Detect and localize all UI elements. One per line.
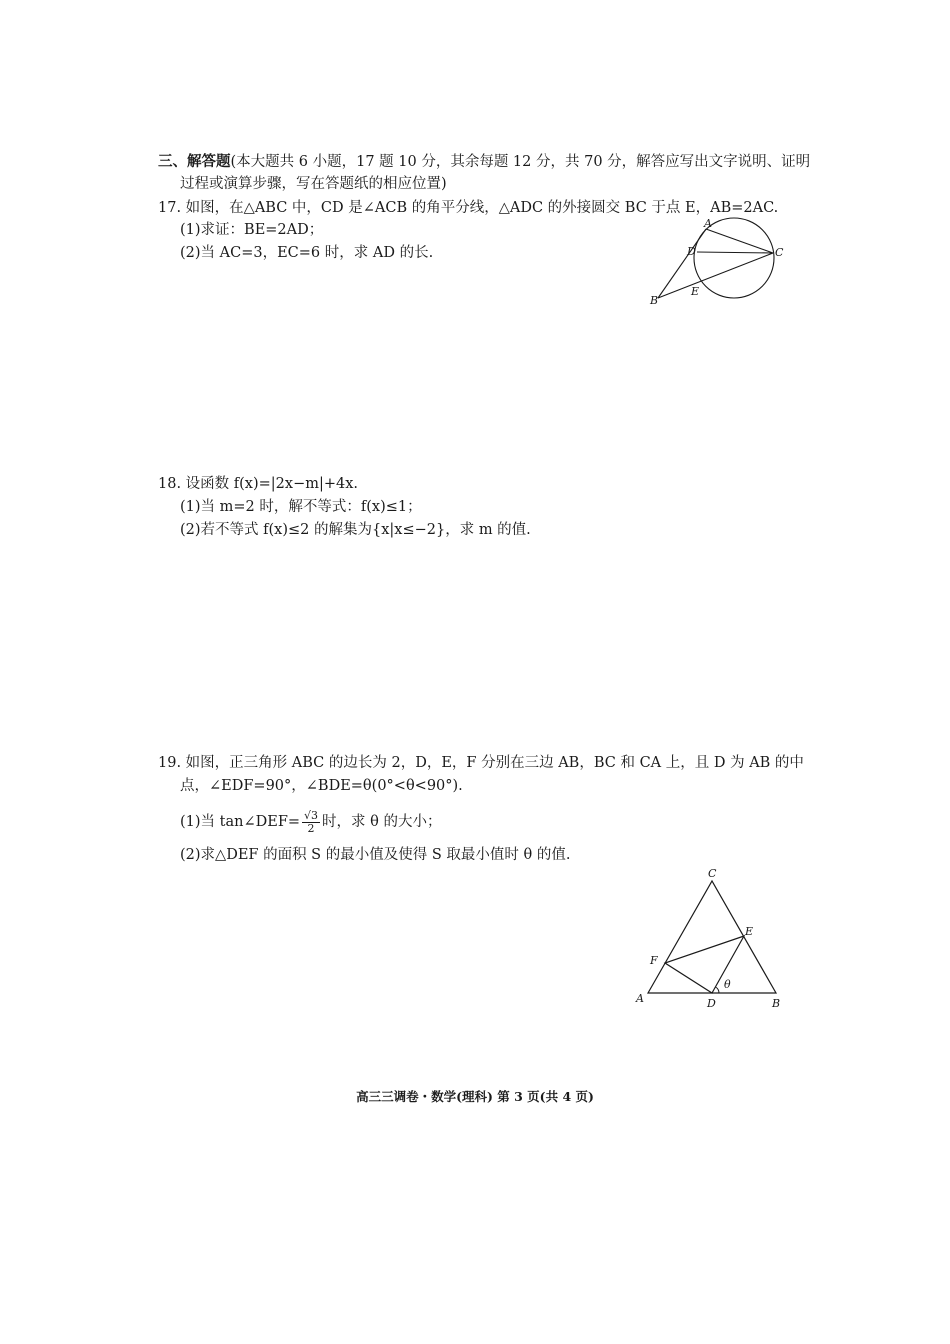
q17-stem: 17. 如图，在△ABC 中，CD 是∠ACB 的角平分线，△ADC 的外接圆交 BC 于点 E，AB=2AC. [158, 200, 779, 216]
q19-stem-2: 点，∠EDF=90°，∠BDE=θ(0°<θ<90°). [180, 778, 463, 794]
q19-triangle-def [665, 936, 744, 993]
page-footer: 高三三调卷・数学(理科) 第 3 页(共 4 页) [356, 1089, 594, 1104]
section-header: 三、解答题 [158, 153, 231, 170]
q17-label-b: B [650, 294, 659, 307]
q19-part2: (2)求△DEF 的面积 S 的最小值及使得 S 取最小值时 θ 的值. [180, 847, 571, 863]
q19-label-f: F [650, 954, 658, 967]
q19-figure [630, 862, 790, 1014]
q19-label-a: A [636, 992, 644, 1005]
q17-label-c: C [775, 246, 784, 259]
q17-figure [640, 215, 790, 315]
q19-part1 [180, 807, 442, 837]
q19-theta-arc [716, 987, 720, 993]
q19-label-b: B [772, 997, 781, 1010]
q17-label-a: A [704, 217, 712, 230]
q17-circumcircle [694, 218, 774, 298]
section-intro-1: (本大题共 6 小题，17 题 10 分，其余每题 12 分，共 70 分，解答应写出文字说明、证明 [230, 154, 811, 170]
q19-part1-suffix: 时，求 θ 的大小； [322, 814, 442, 830]
q19-label-c: C [708, 867, 717, 880]
q19-label-d: D [707, 997, 716, 1010]
q17-bisector-cd [697, 252, 773, 253]
q17-part1: (1)求证：BE=2AD； [180, 222, 324, 238]
q17-label-e: E [691, 285, 700, 298]
q18-part2: (2)若不等式 f(x)≤2 的解集为{x|x≤−2}，求 m 的值. [180, 522, 531, 538]
q19-fraction-numerator: √3 [304, 808, 319, 822]
q19-triangle-abc [648, 881, 776, 993]
q19-label-theta: θ [724, 978, 731, 991]
section-heading-line [158, 152, 810, 172]
q19-fraction [302, 810, 320, 835]
q19-part1-prefix: (1)当 tan∠DEF= [180, 814, 301, 830]
q17-label-d: D [687, 245, 696, 258]
q18-part1: (1)当 m=2 时，解不等式：f(x)≤1； [180, 499, 422, 515]
q17-side-ac [706, 229, 773, 253]
q19-label-e: E [745, 925, 754, 938]
q18-stem: 18. 设函数 f(x)=|2x−m|+4x. [158, 476, 359, 492]
q17-part2: (2)当 AC=3，EC=6 时，求 AD 的长. [180, 245, 434, 261]
section-intro-2: 过程或演算步骤，写在答题纸的相应位置) [180, 176, 447, 192]
q19-stem-1: 19. 如图，正三角形 ABC 的边长为 2，D，E，F 分别在三边 AB，BC 和 CA 上，且 D 为 AB 的中 [158, 755, 804, 771]
q19-fraction-denominator: 2 [307, 821, 315, 835]
